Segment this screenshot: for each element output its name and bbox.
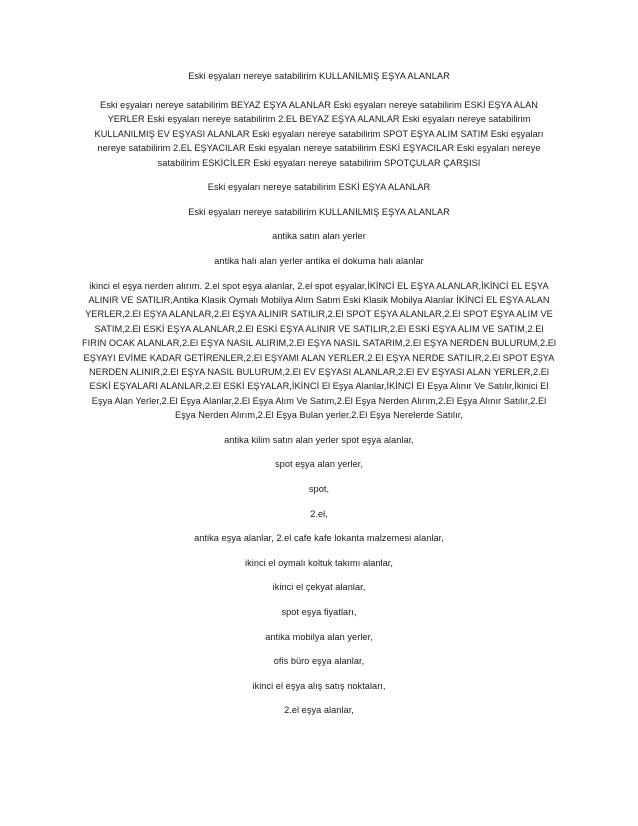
list-item: antika eşya alanlar, 2.el cafe kafe lokanta malzemesi alanlar, — [194, 533, 444, 544]
list-item: 2.el, — [310, 508, 328, 519]
intro-paragraph: Eski eşyaları nereye satabilirim BEYAZ EŞYA ALANLAR Eski eşyaları nereye satabilirim ESKİ EŞYA ALAN YERLER Eski eşyaları nereye satabilirim 2.EL BEYAZ EŞYA ALANLAR Eski eşyaları nereye satabilirim KULLANILMIŞ EV EŞYASI ALANLAR Eski eşyaları nereye satabilirim SPOT EŞYA ALIM SATIM Eski eşyaları nereye satabilirim 2.EL EŞYACILAR Eski eşyaları nereye satabilirim ESKİ EŞYACILAR Eski eşyaları nereye satabilirim ESKİCİLER Eski eşyaları nereye satabilirim SPOTÇULAR ÇARŞISI — [94, 99, 544, 168]
list-item: spot eşya alan yerler, — [275, 459, 363, 470]
document-title: Eski eşyaları nereye satabilirim KULLANILMIŞ EŞYA ALANLAR — [188, 71, 450, 81]
list-item: spot, — [308, 483, 330, 494]
list-item: 2.el eşya alanlar, — [284, 705, 354, 716]
list-item: spot eşya fiyatları, — [281, 606, 357, 617]
list-item: antika mobilya alan yerler, — [265, 631, 373, 642]
keyword-paragraph: ikinci el eşya nerden alırım. 2.el spot eşya alanlar, 2.el spot eşyalar,İKİNCİ EL EŞYA ALANLAR,İKİNCİ EL EŞYA ALINIR VE SATILIR,Antika Klasik Oymalı Mobilya Alım Satım Eski Klasik Mobilya Alanlar İKİNCİ EL EŞYA ALAN YERLER,2.El EŞYA ALANLAR,2.El EŞYA ALINIR SATILIR,2.El SPOT EŞYA ALANLAR,2.El SPOT EŞYA ALIM VE SATIM,2.El ESKİ EŞYA ALANLAR,2.El ESKİ EŞYA ALINIR VE SATILIR,2.El ESKİ EŞYA ALIM VE SATIM,2.El FIRIN OCAK ALANLAR,2.El EŞYA NASIL ALIRIM,2.El EŞYA NASIL SATARIM,2.El EŞYA NERDEN BULURUM,2.El EŞYAYI EVİME KADAR GETİRENLER,2.El EŞYAMI ALAN YERLER,2.El EŞYA NERDE SATILIR,2.El SPOT EŞYA NERDEN ALINIR,2.El EŞYA NASIL BULURUM,2.El EV EŞYASI ALANLAR,2.El EV EŞYASI ALAN YERLER,2.El ESKİ EŞYALARI ALANLAR,2.El ESKİ EŞYALAR,İKİNCİ El Eşya Alanlar,İKİNCİ El Eşya Alınır Ve Satılır,İkinici El Eşya Alan Yerler,2.El Eşya Alanlar,2.El Eşya Alım Ve Satım,2.El Eşya Nerden Alırım,2.El Eşya Alınır Satılır,2.El Eşya Nerden Alırım,2.El Eşya Bulan yerler,2.El Eşya Nerelerde Satılır, — [82, 280, 556, 421]
line-antika-hali-alan: antika halı alan yerler antika el dokuma halı alanlar — [214, 255, 424, 266]
list-item: ikinci el oymalı koltuk takımı alanlar, — [245, 557, 393, 568]
line-eski-esya-alanlar: Eski eşyaları nereye satabilirim ESKİ EŞYA ALANLAR — [207, 182, 431, 193]
list-item: ikinci el eşya alış satış noktaları, — [252, 680, 386, 691]
line-antika-satin-alan: antika satın alan yerler — [272, 231, 366, 242]
list-item: antika kilim satın alan yerler spot eşya alanlar, — [224, 434, 414, 445]
document-page — [82, 69, 556, 718]
list-item: ikinci el çekyat alanlar, — [272, 582, 366, 593]
list-item: ofis büro eşya alanlar, — [273, 656, 365, 667]
line-kullanilmis-esya-alanlar: Eski eşyaları nereye satabilirim KULLANILMIŞ EŞYA ALANLAR — [188, 206, 450, 217]
